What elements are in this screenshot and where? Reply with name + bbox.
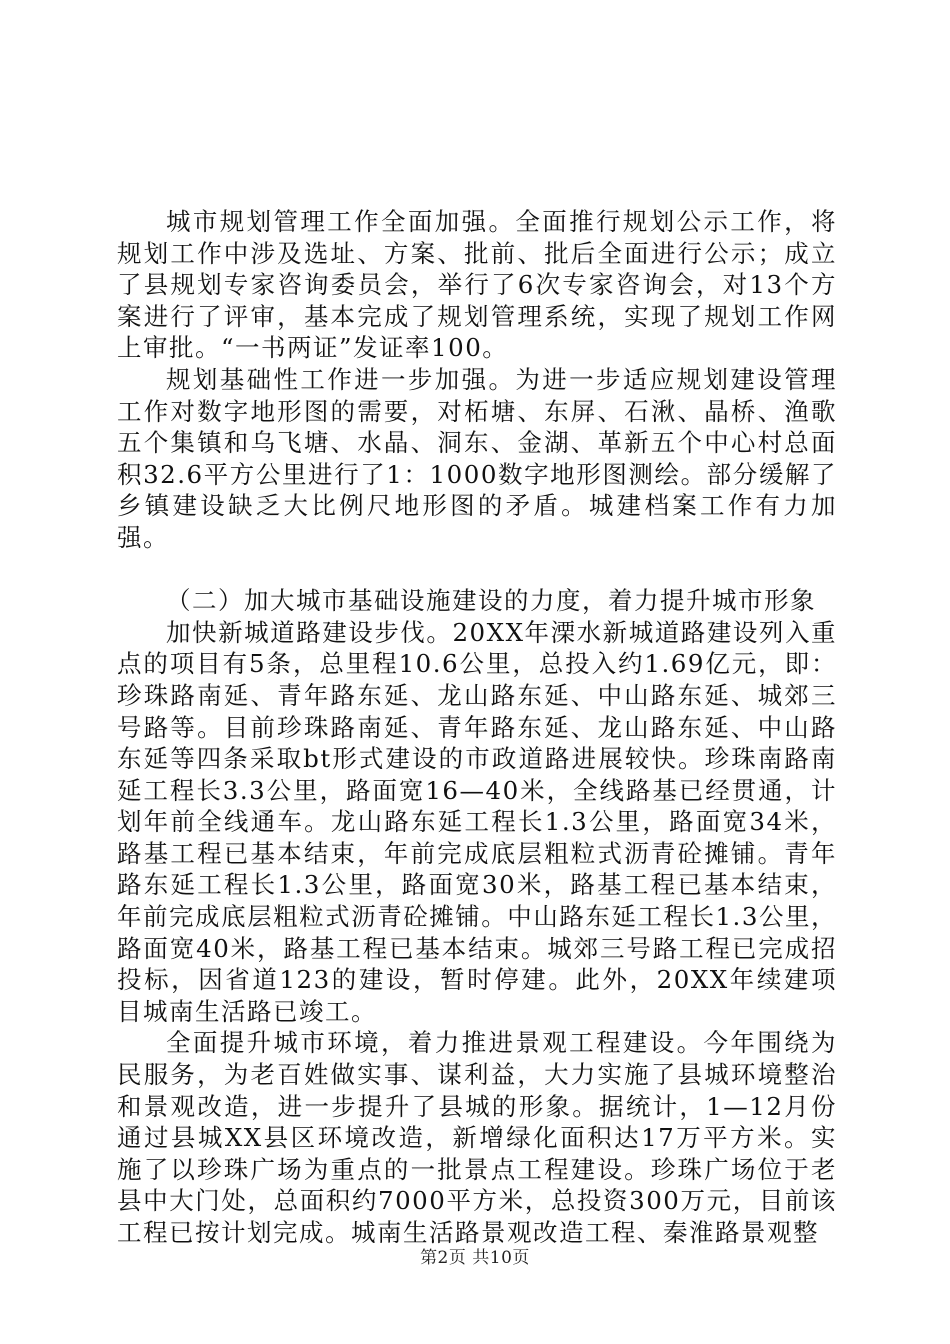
paragraph-planning-management: 城市规划管理工作全面加强。全面推行规划公示工作，将规划工作中涉及选址、方案、批前、批后全面进行公示；成立了县规划专家咨询委员会，举行了6次专家咨询会，对13个方案进行了评审，基本完成了规划管理系统，实现了规划工作网上审批。“一书两证”发证率100。 — [117, 207, 837, 363]
section-heading: （二）加大城市基础设施建设的力度，着力提升城市形象 — [166, 586, 816, 616]
paragraph-road-construction: 加快新城道路建设步伐。20XX年溧水新城道路建设列入重点的项目有5条，总里程10.6公里，总投入约1.69亿元，即：珍珠路南延、青年路东延、龙山路东延、中山路东延、城郊三号路等。目前珍珠路南延、青年路东延、龙山路东延、中山路东延等四条采取bt形式建设的市政道路进展较快。珍珠南路南延工程长3.3公里，路面宽16—40米，全线路基已经贯通，计划年前全线通车。龙山路东延工程长1.3公里，路面宽34米，路基工程已基本结束，年前完成底层粗粒式沥青砼摊铺。青年路东延工程长1.3公里，路面宽30米，路基工程已基本结束，年前完成底层粗粒式沥青砼摊铺。中山路东延工程长1.3公里，路面宽40米，路基工程已基本结束。城郊三号路工程已完成招投标，因省道123的建设，暂时停建。此外，20XX年续建项目城南生活路已竣工。 — [117, 617, 837, 1026]
paragraph-city-environment: 全面提升城市环境，着力推进景观工程建设。今年围绕为民服务，为老百姓做实事、谋利益，大力实施了县城环境整治和景观改造，进一步提升了县城的形象。据统计，1—12月份通过县城XX县区环境改造，新增绿化面积达17万平方米。实施了以珍珠广场为重点的一批景点工程建设。珍珠广场位于老县中大门处，总面积约7000平方米，总投资300万元，目前该工程已按计划完成。城南生活路景观改造工程、秦淮路景观整 — [117, 1028, 837, 1247]
page-number-footer: 第2页 共10页 — [420, 1248, 530, 1268]
document-body — [117, 206, 837, 1249]
paragraph-planning-foundation: 规划基础性工作进一步加强。为进一步适应规划建设管理工作对数字地形图的需要，对柘塘、东屏、石湫、晶桥、渔歌五个集镇和乌飞塘、水晶、洞东、金湖、革新五个中心村总面积32.6平方公里进行了1：1000数字地形图测绘。部分缓解了乡镇建设缺乏大比例尺地形图的矛盾。城建档案工作有力加强。 — [117, 364, 837, 552]
